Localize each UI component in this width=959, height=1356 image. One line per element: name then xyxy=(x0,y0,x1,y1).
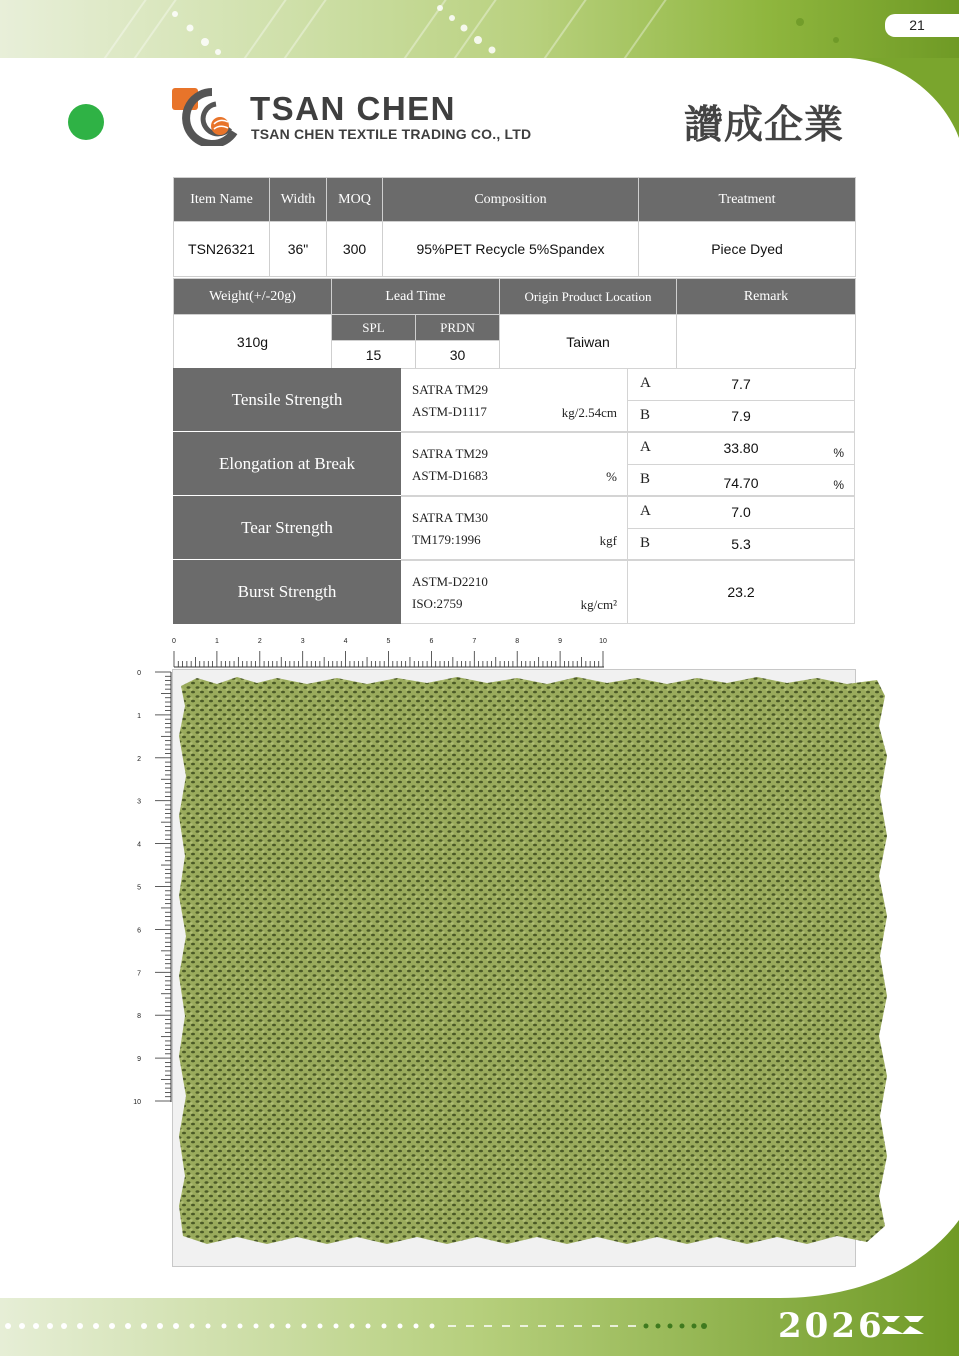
test-results-table xyxy=(173,368,855,624)
header-spl: SPL xyxy=(332,315,416,341)
header-item-name: Item Name xyxy=(174,178,270,222)
header-width: Width xyxy=(270,178,327,222)
value-origin: Taiwan xyxy=(500,315,677,369)
method-line-2: ISO:2759 xyxy=(412,596,463,611)
test-method xyxy=(401,432,628,496)
value-composition: 95%PET Recycle 5%Spandex xyxy=(383,222,639,277)
test-method xyxy=(401,560,628,624)
ruler-v-label: 1 xyxy=(137,712,141,720)
result-a-label: A xyxy=(640,375,651,391)
test-result xyxy=(628,560,855,624)
ruler-h-label: 2 xyxy=(257,638,262,645)
method-line-2: ASTM-D1683 xyxy=(412,468,488,483)
method-unit: kgf xyxy=(599,533,617,548)
ruler-h-label: 9 xyxy=(558,638,563,645)
vertical-ruler xyxy=(130,668,174,1108)
value-prdn: 30 xyxy=(416,341,500,369)
season-ss-icon xyxy=(880,1312,926,1338)
header-lead-time: Lead Time xyxy=(332,279,500,315)
result-b-value: 5.3 xyxy=(731,536,751,552)
ruler-h-label: 10 xyxy=(599,638,607,645)
ruler-h-label: 5 xyxy=(386,638,391,645)
test-row-elongation xyxy=(173,432,855,496)
value-remark xyxy=(677,315,856,369)
brand-name: TSAN CHEN xyxy=(250,90,457,127)
result-b-label: B xyxy=(640,407,651,423)
ruler-h-label: 0 xyxy=(172,638,176,645)
company-logo-icon xyxy=(172,88,238,146)
ruler-v-label: 0 xyxy=(137,670,141,677)
green-dot-marker xyxy=(68,104,104,140)
footer-year: 2026 xyxy=(778,1306,885,1346)
value-moq: 300 xyxy=(327,222,383,277)
ruler-h-label: 1 xyxy=(214,638,219,645)
test-result xyxy=(628,368,855,432)
header-weight: Weight(+/-20g) xyxy=(174,279,332,315)
result-b-unit: % xyxy=(833,478,844,492)
result-a-value: 7.7 xyxy=(731,376,751,392)
ruler-h-label: 8 xyxy=(515,638,520,645)
ruler-v-label: 2 xyxy=(137,755,141,763)
result-b-label: B xyxy=(640,535,651,551)
test-row-burst xyxy=(173,560,855,624)
header-treatment: Treatment xyxy=(639,178,856,222)
header-origin: Origin Product Location xyxy=(500,279,677,315)
ruler-v-label: 5 xyxy=(137,884,141,892)
spec-table xyxy=(173,177,855,369)
ruler-h-label: 4 xyxy=(343,638,348,645)
method-line-2: ASTM-D1117 xyxy=(412,404,487,419)
value-width: 36" xyxy=(270,222,327,277)
ruler-h-label: 7 xyxy=(472,638,477,645)
horizontal-ruler xyxy=(172,636,612,670)
ruler-v-label: 3 xyxy=(137,798,141,806)
test-result xyxy=(628,432,855,496)
ruler-v-label: 10 xyxy=(133,1099,141,1106)
result-a-label: A xyxy=(640,439,651,455)
method-line-1: SATRA TM29 xyxy=(412,382,488,397)
ruler-v-label: 6 xyxy=(137,927,141,935)
result-a-label: A xyxy=(640,503,651,519)
result-b-label: B xyxy=(640,471,651,487)
page-number: 21 xyxy=(909,17,925,33)
test-method xyxy=(401,496,628,560)
result-a-value: 7.0 xyxy=(731,504,751,520)
test-name: Tear Strength xyxy=(173,496,401,560)
test-row-tensile xyxy=(173,368,855,432)
ruler-v-label: 4 xyxy=(137,841,141,849)
method-unit: kg/2.54cm xyxy=(561,405,617,420)
header-remark: Remark xyxy=(677,279,856,315)
method-unit: kg/cm² xyxy=(580,597,617,612)
result-a-unit: % xyxy=(833,446,844,460)
result-b-value: 74.70 xyxy=(723,475,759,491)
test-name: Burst Strength xyxy=(173,560,401,624)
value-treatment: Piece Dyed xyxy=(639,222,856,277)
brand-cjk-name: 讚成企業 xyxy=(684,103,845,148)
value-weight: 310g xyxy=(174,315,332,369)
method-line-1: SATRA TM30 xyxy=(412,510,488,525)
result-b-value: 7.9 xyxy=(731,408,751,424)
test-name: Tensile Strength xyxy=(173,368,401,432)
result-value: 23.2 xyxy=(727,584,755,600)
ruler-v-label: 7 xyxy=(137,970,141,978)
test-method xyxy=(401,368,628,432)
method-line-1: ASTM-D2210 xyxy=(412,574,488,589)
header-moq: MOQ xyxy=(327,178,383,222)
value-spl: 15 xyxy=(332,341,416,369)
method-line-1: SATRA TM29 xyxy=(412,446,488,461)
test-result xyxy=(628,496,855,560)
test-name: Elongation at Break xyxy=(173,432,401,496)
header-composition: Composition xyxy=(383,178,639,222)
ruler-h-label: 3 xyxy=(300,638,305,645)
ruler-v-label: 9 xyxy=(137,1056,141,1064)
method-line-2: TM179:1996 xyxy=(412,532,481,547)
ruler-h-label: 6 xyxy=(429,638,434,645)
header-prdn: PRDN xyxy=(416,315,500,341)
test-row-tear xyxy=(173,496,855,560)
method-unit: % xyxy=(606,469,617,484)
value-item-name: TSN26321 xyxy=(174,222,270,277)
brand-subtitle: TSAN CHEN TEXTILE TRADING CO., LTD xyxy=(251,126,532,142)
result-a-value: 33.80 xyxy=(723,440,759,456)
ruler-v-label: 8 xyxy=(137,1013,141,1021)
fabric-swatch-image xyxy=(177,676,889,1246)
